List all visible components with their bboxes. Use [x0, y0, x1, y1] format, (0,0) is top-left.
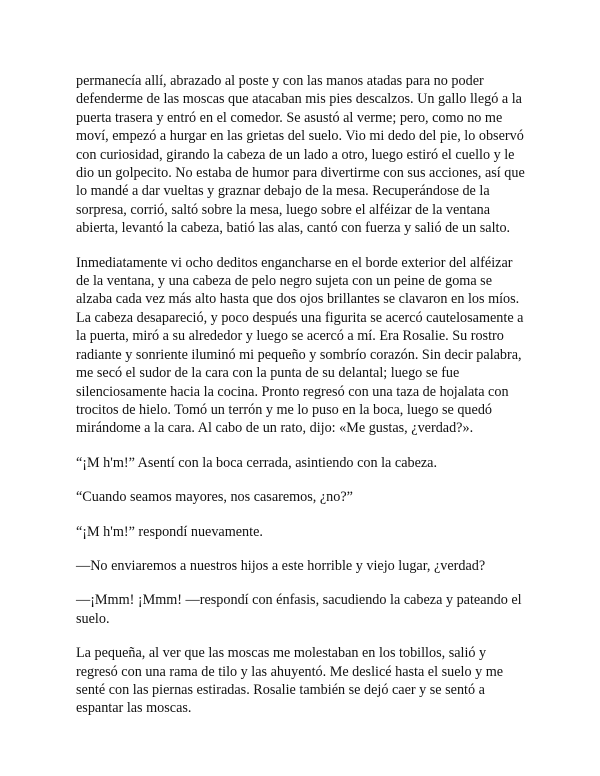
- paragraph-rosalie: Inmediatamente vi ocho deditos engancharse en el borde exterior del alféizar de la ventana, y una cabeza de pelo negro sujeta con un peine de goma se alzaba cada vez más alto hasta que dos ojos brillantes se clavaron en los míos. La cabeza desapareció, y poco después una figurita se acercó cautelosamente a la puerta, miró a su alrededor y luego se acercó a mí. Era Rosalie. Su rostro radiante y sonriente iluminó mi pequeño y sombrío corazón. Sin decir palabra, me secó el sudor de la cara con la punta de su delantal; luego se fue silenciosamente hacia la cocina. Pronto regresó con una taza de hojalata con trocitos de hielo. Tomó un terrón y me lo puso en la boca, luego se quedó mirándome a la cara. Al cabo de un rato, dijo: «Me gustas, ¿verdad?».: [76, 254, 524, 437]
- paragraph-flies: La pequeña, al ver que las moscas me molestaban en los tobillos, salió y regresó con una rama de tilo y las ahuyentó. Me deslicé hasta el suelo y me senté con las piernas estiradas. Rosalie también se dejó caer y se sentó a espantar las moscas.: [76, 645, 504, 717]
- dialogue-line-1: “¡M h'm!” Asentí con la boca cerrada, asintiendo con la cabeza.: [76, 454, 438, 471]
- document-page: [76, 72, 528, 734]
- dialogue-line-2: “Cuando seamos mayores, nos casaremos, ¿no?”: [76, 489, 353, 506]
- dialogue-line-4: —No enviaremos a nuestros hijos a este horrible y viejo lugar, ¿verdad?: [76, 557, 486, 574]
- dialogue-line-3: “¡M h'm!” respondí nuevamente.: [76, 523, 263, 540]
- paragraph-rooster: permanecía allí, abrazado al poste y con las manos atadas para no poder defenderme de las moscas que atacaban mis pies descalzos. Un gallo llegó a la puerta trasera y entró en el comedor. Se asustó al verme; pero, como no me moví, empezó a hurgar en las grietas del suelo. Vio mi dedo del pie, lo observó con curiosidad, girando la cabeza de un lado a otro, luego estiró el cuello y le dio un golpecito. No estaba de humor para divertirme con sus acciones, así que lo mandé a dar vueltas y graznar debajo de la mesa. Recuperándose de la sorpresa, corrió, saltó sobre la mesa, luego sobre el alféizar de la ventana abierta, levantó la cabeza, batió las alas, cantó con fuerza y salió de un salto.: [76, 73, 525, 237]
- dialogue-line-5: —¡Mmm! ¡Mmm! —respondí con énfasis, sacudiendo la cabeza y pateando el suelo.: [76, 592, 522, 627]
